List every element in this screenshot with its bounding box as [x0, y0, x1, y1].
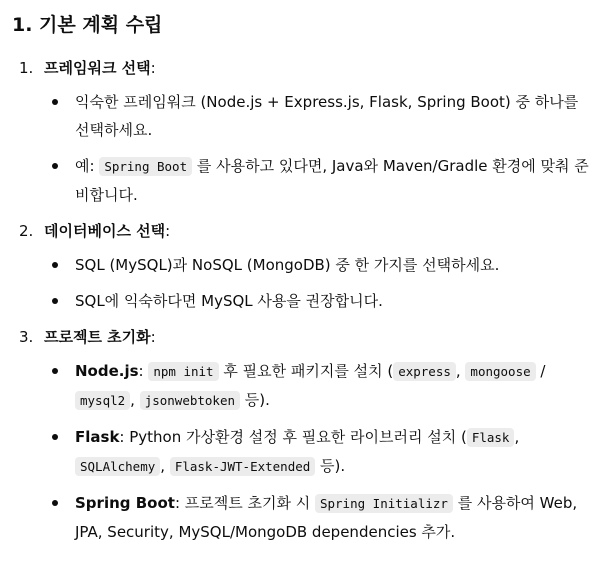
bullet-text: ,	[130, 391, 140, 409]
bullet-text-post: 를 사용하고 있다면, Java와 Maven/Gradle 환경에 맞춰 준비합니다.	[75, 157, 589, 204]
bullet-dot-icon	[52, 434, 58, 440]
bullet-text: ,	[514, 428, 520, 446]
bullet-dot-icon	[52, 500, 58, 506]
bullet-label: Node.js	[75, 362, 139, 380]
inline-code: mongoose	[465, 362, 535, 381]
step-number: 2.	[19, 222, 34, 240]
bullet-text: /	[535, 362, 546, 380]
bullet-dot-icon	[52, 298, 58, 304]
step-project-init: 3. 프로젝트 초기화: Node.js: npm init 후 필요한 패키지를 설치 ( express , mongoose / mysql2 , jsonwebtoken 등). Flask: Python 가상환경 설정 후 필요한 라이브러리 설치 ( Flask , SQLAlchemy , Flask-JWT-Extended 등). Spring Boot: 프로젝트 초기화 시 Spring Initializr 를 사용하여 Web, JPA, Security, MySQL/MongoDB dependencies 추가.	[12, 323, 590, 546]
bullet-list	[44, 357, 590, 546]
inline-code: npm init	[148, 362, 218, 381]
bullet-text: :	[138, 362, 149, 380]
steps-list	[12, 54, 590, 546]
bullet-list	[44, 88, 590, 209]
bullet-text: SQL에 익숙하다면 MySQL 사용을 권장합니다.	[75, 292, 383, 310]
inline-code: SQLAlchemy	[75, 457, 160, 476]
bullet-dot-icon	[52, 368, 58, 374]
step-title: 프레임워크 선택	[44, 59, 151, 77]
list-item	[44, 287, 590, 315]
inline-code: Spring Initializr	[315, 494, 453, 513]
bullet-text: SQL (MySQL)과 NoSQL (MongoDB) 중 한 가지를 선택하세요.	[75, 256, 500, 274]
bullet-text: 후 필요한 패키지를 설치 (	[218, 362, 394, 380]
bullet-dot-icon	[52, 163, 58, 169]
step-database: 2. 데이터베이스 선택: SQL (MySQL)과 NoSQL (MongoDB) 중 한 가지를 선택하세요. SQL에 익숙하다면 MySQL 사용을 권장합니다.	[12, 217, 590, 315]
step-framework: 1. 프레임워크 선택: 익숙한 프레임워크 (Node.js + Express.js, Flask, Spring Boot) 중 하나를 선택하세요. 예: Spring Boot 를 사용하고 있다면, Java와 Maven/Gradle 환경에 맞춰 준비합니다.	[12, 54, 590, 209]
bullet-text: ,	[455, 362, 466, 380]
step-number: 3.	[19, 328, 34, 346]
step-title: 데이터베이스 선택	[44, 222, 166, 240]
bullet-text: 를 사용하여 Web, JPA, Security, MySQL/MongoDB dependencies 추가.	[75, 494, 578, 541]
inline-code: Spring Boot	[99, 157, 192, 176]
step-title: 프로젝트 초기화	[44, 328, 151, 346]
inline-code: express	[393, 362, 456, 381]
list-item	[44, 251, 590, 279]
bullet-text: : Python 가상환경 설정 후 필요한 라이브러리 설치 (	[119, 428, 467, 446]
inline-code: Flask	[467, 428, 515, 447]
list-item	[44, 423, 590, 481]
list-item	[44, 489, 590, 546]
list-item	[44, 88, 590, 144]
bullet-text: : 프로젝트 초기화 시	[174, 494, 315, 512]
bullet-text: 익숙한 프레임워크 (Node.js + Express.js, Flask, Spring Boot) 중 하나를 선택하세요.	[75, 93, 579, 139]
bullet-list	[44, 251, 590, 315]
list-item	[44, 152, 590, 209]
step-number: 1.	[19, 59, 34, 77]
bullet-text: 등).	[315, 457, 346, 475]
section-heading: 1. 기본 계획 수립	[12, 14, 163, 36]
list-item	[44, 357, 590, 415]
bullet-text-pre: 예:	[75, 157, 100, 175]
bullet-label: Spring Boot	[75, 494, 175, 512]
inline-code: Flask-JWT-Extended	[170, 457, 315, 476]
inline-code: mysql2	[75, 391, 130, 410]
inline-code: jsonwebtoken	[140, 391, 240, 410]
bullet-text: ,	[160, 457, 170, 475]
bullet-label: Flask	[75, 428, 120, 446]
bullet-dot-icon	[52, 99, 58, 105]
bullet-dot-icon	[52, 262, 58, 268]
bullet-text: 등).	[240, 391, 270, 409]
